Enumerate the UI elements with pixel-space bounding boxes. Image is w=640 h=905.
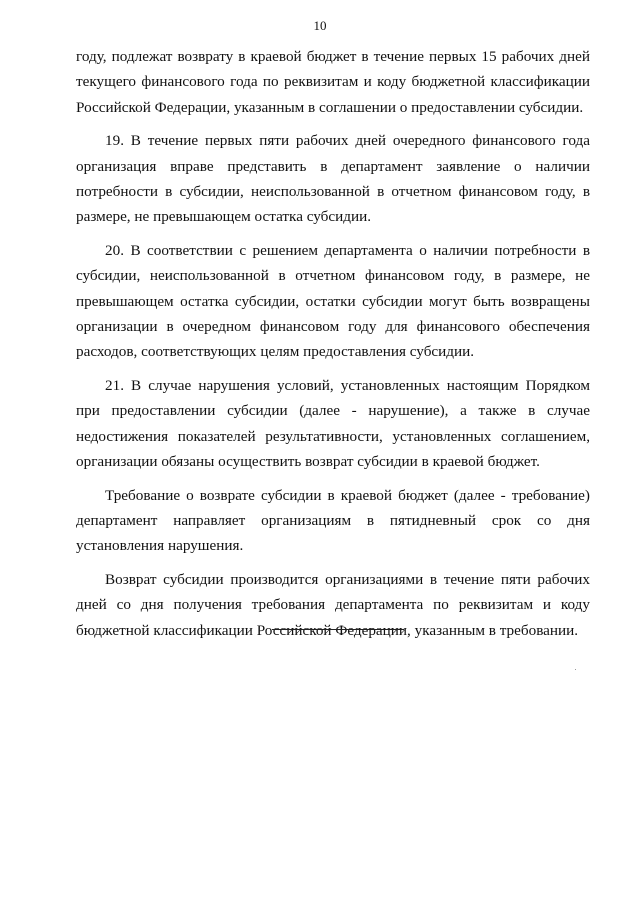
page-number: 10: [313, 18, 327, 33]
paragraph-continuation: году, подлежат возврату в краевой бюджет в течение первых 15 рабочих дней текущего финансового года по реквизитам и коду бюджетной классификации Российской Федерации, указанным в соглашении о предоставлении субсидии.: [76, 48, 590, 116]
paragraph-item-21: 21. В случае нарушения условий, установленных настоящим Порядком при предоставлении субсидии (далее - нарушение), а также в случае недостижения показателей результативности, установленных соглашением, организации обязаны осуществить возврат субсидии в краевой бюджет.: [76, 376, 590, 471]
document-body: [76, 44, 590, 651]
paragraph-item-19: 19. В течение первых пяти рабочих дней очередного финансового года организация вправе представить в департамент заявление о наличии потребности в субсидии, неиспользованной в отчетном финансовом году, в размере, не превышающем остатка субсидии.: [76, 132, 590, 226]
scan-speck: [575, 669, 576, 670]
paragraph-requirement: Требование о возврате субсидии в краевой бюджет (далее - требование) департамент направляет организациям в пятидневный срок со дня установления нарушения.: [76, 486, 590, 555]
paragraph-item-20: 20. В соответствии с решением департамента о наличии потребности в субсидии, неиспользованной в отчетном финансовом году, в размере, не превышающем остатка субсидии, остатки субсидии могут быть возвращены организации в очередном финансовом году для финансового обеспечения расходов, соответствующих целям предоставления субсидии.: [76, 241, 590, 361]
end-divider-line: [272, 629, 404, 630]
paragraph-return: Возврат субсидии производится организациями в течение пяти рабочих дней со дня получения требования департамента по реквизитам и коду бюджетной классификации Российской Федерации, указанным в требовании.: [76, 570, 590, 639]
